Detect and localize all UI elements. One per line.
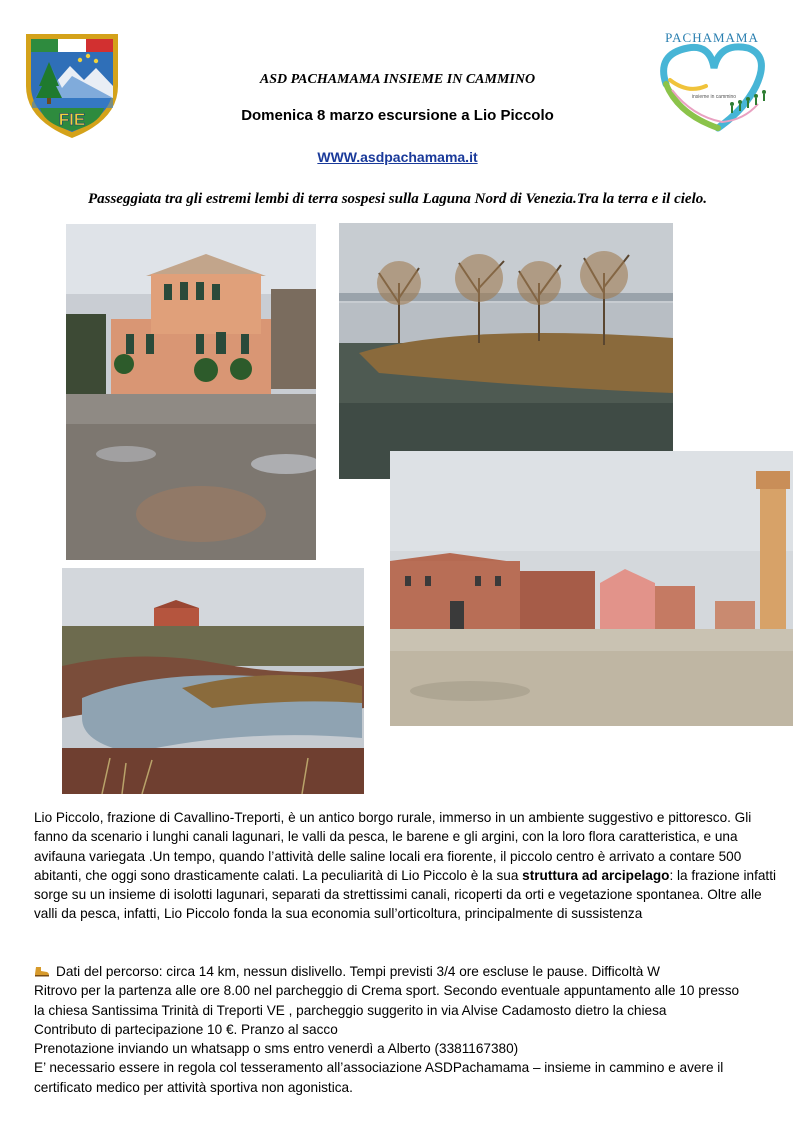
booking-line: Prenotazione inviando un whatsapp o sms entro venerdì a Alberto (3381167380)	[34, 1041, 519, 1057]
description-bold: struttura ad arcipelago	[522, 867, 670, 883]
lagoon-marsh-photo	[62, 568, 364, 794]
description-part1: Lio Piccolo, frazione di Cavallino-Treporti, è un antico borgo rurale, immerso in un ambiente suggestivo e pittoresco. Gli fanno da scenario i lunghi canali lagunari, le valli da pesca, le barene e gli argini, con la loro flora caratteristica, e una avifauna variegata .Un tempo, quando l’attività delle saline locali era fiorente, il piccolo centro è arrivato a contare 500 abitanti, che oggi sono drasticamente calati. La peculiarità di Lio Piccolo è la sua	[34, 810, 752, 883]
website-link[interactable]: WWW.asdpachamama.it	[317, 149, 478, 165]
membership-line-1: E’ necessario essere in regola col tesseramento all’associazione ASDPachamama – insieme in cammino e avere il	[34, 1060, 724, 1076]
route-info: Dati del percorso: circa 14 km, nessun dislivello. Tempi previsti 3/4 ore escluse le pause. Difficoltà W	[56, 964, 660, 979]
tagline: Passeggiata tra gli estremi lembi di terra sospesi sulla Laguna Nord di Venezia.Tra la terra e il cielo.	[87, 191, 708, 207]
details-block	[34, 962, 779, 1097]
hiking-boot-icon	[34, 963, 50, 975]
description-part2: : la frazione infatti sorge su un insieme di isolotti lagunari, separati da strettissimi canali, ricoperti da orti e vegetazione spontanea. Oltre alle valli da pesca, infatti, Lio Piccolo fonda la sua economia sull’orticoltura, principalmente di sussistenza	[34, 867, 777, 922]
description-paragraph	[34, 808, 779, 924]
meeting-line-1: Ritrovo per la partenza alle ore 8.00 nel parcheggio di Crema sport. Secondo eventuale appuntamento alle 10 presso	[34, 983, 740, 999]
villa-photo	[66, 224, 316, 560]
route-line	[34, 962, 779, 981]
membership-line-2: certificato medico per attività sportiva non agonistica.	[34, 1079, 353, 1095]
svg-text:FIE: FIE	[58, 110, 86, 129]
lagoon-trees-photo	[339, 223, 673, 479]
svg-text:PACHAMAMA: PACHAMAMA	[665, 30, 759, 45]
meeting-line-2: la chiesa Santissima Trinità di Treporti VE , parcheggio suggerito in via Alvise Cadamosto dietro la chiesa	[34, 1002, 667, 1018]
organization-title: ASD PACHAMAMA INSIEME IN CAMMINO	[259, 72, 536, 87]
svg-text:insieme in cammino: insieme in cammino	[691, 94, 737, 100]
village-square-photo	[390, 451, 793, 726]
event-title: Domenica 8 marzo escursione a Lio Piccolo	[241, 107, 554, 124]
fee-line: Contributo di partecipazione 10 €. Pranzo al sacco	[34, 1021, 338, 1037]
